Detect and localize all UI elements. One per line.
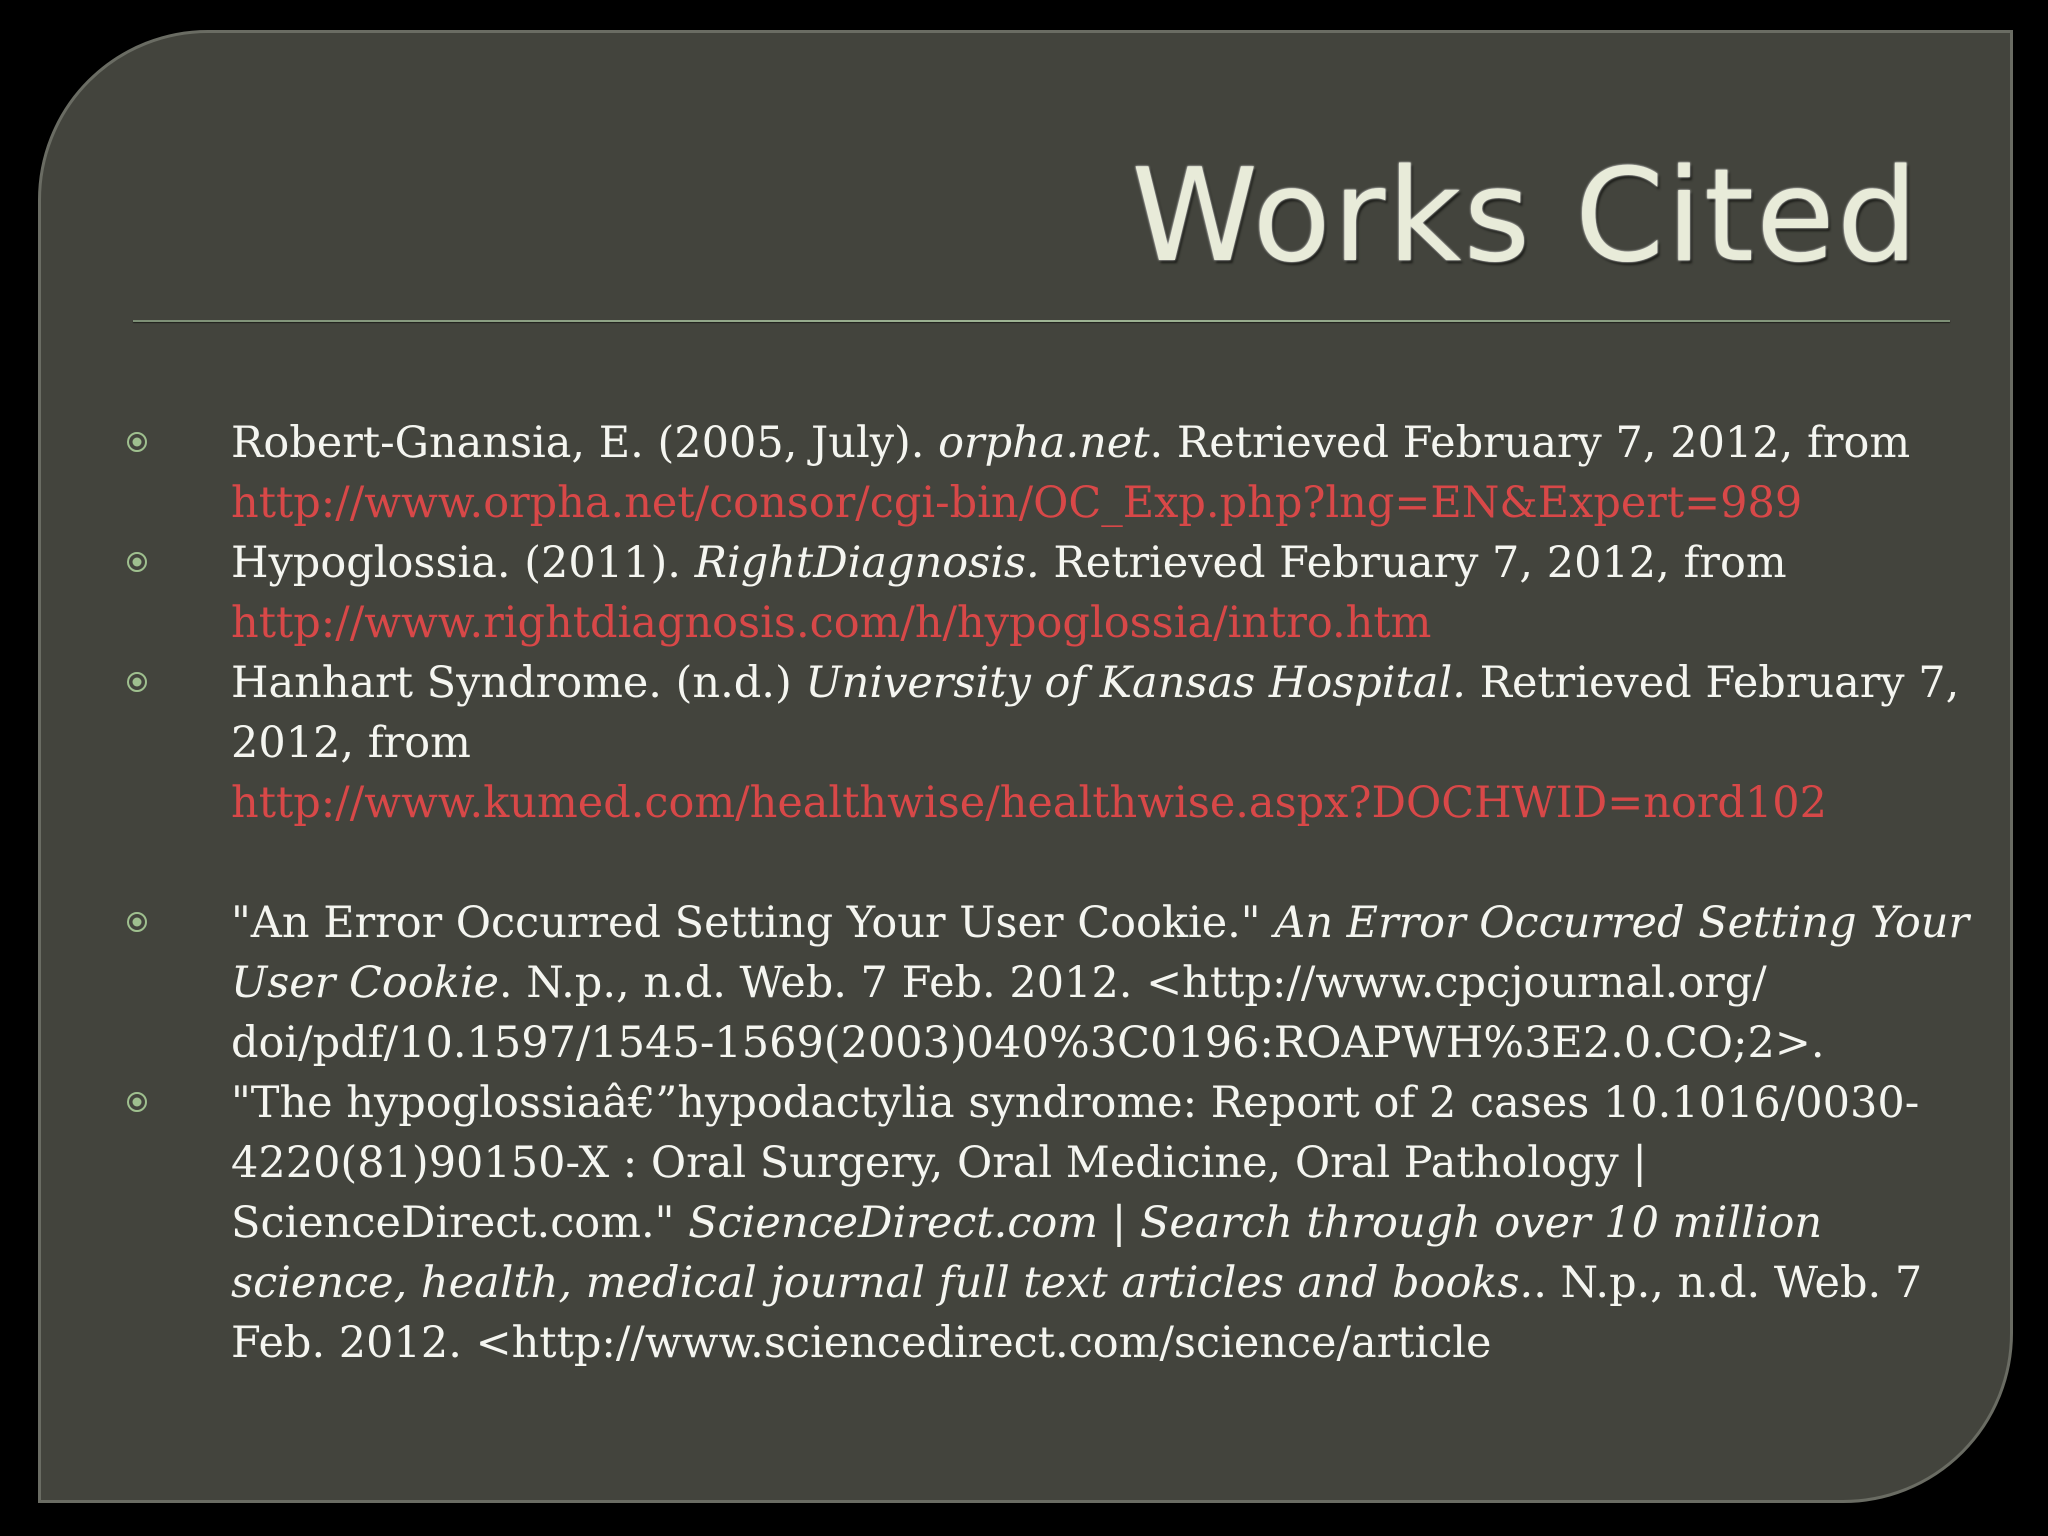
reference-link[interactable]: http://www.orpha.net/consor/cgi-bin/OC_Exp.php?lng=EN&Expert=989: [231, 478, 1803, 528]
slide: [38, 30, 2013, 1503]
circle-bullet-icon: [126, 911, 148, 933]
reference-item: [126, 1073, 1971, 1373]
reference-source-title: University of Kansas Hospital.: [805, 658, 1466, 708]
title-divider: [133, 320, 1950, 322]
reference-citation: [231, 1073, 1971, 1373]
reference-text: Hypoglossia. (2011).: [231, 538, 695, 588]
reference-text: . N.p., n.d. Web. 7 Feb. 2012. <http://www.sciencedirect.com/science/article: [231, 1258, 1923, 1368]
reference-text: Robert-Gnansia, E. (2005, July).: [231, 418, 939, 468]
circle-bullet-icon: [126, 1091, 148, 1113]
reference-source-title: orpha.net: [938, 418, 1150, 468]
reference-citation: [231, 893, 1971, 1073]
works-cited-list: [126, 413, 1971, 1443]
reference-citation: [231, 653, 1971, 773]
reference-text: "The hypoglossiaâ€”hypodactylia syndrome: Report of 2 cases 10.1016/0030-4220(81)90150-X : Oral Surgery, Oral Medicine, Oral Pathology | ScienceDirect.com.": [231, 1078, 1920, 1248]
reference-link[interactable]: http://www.kumed.com/healthwise/healthwise.aspx?DOCHWID=nord102: [231, 778, 1828, 828]
reference-text: Retrieved February 7, 2012, from: [1039, 538, 1787, 588]
reference-text: Hanhart Syndrome. (n.d.): [231, 658, 806, 708]
reference-item: [126, 653, 1971, 833]
slide-title: Works Cited: [1131, 142, 1920, 291]
reference-source-title: An Error Occurred Setting Your User Cookie: [231, 898, 1970, 1008]
reference-citation: [231, 533, 1971, 593]
reference-citation: [231, 413, 1971, 473]
circle-bullet-icon: [126, 671, 148, 693]
reference-text: . N.p., n.d. Web. 7 Feb. 2012. <http://www.cpcjournal.org/ doi/pdf/10.1597/1545-1569(2003)040%3C0196:ROAPWH%3E2.0.CO;2>.: [231, 958, 1825, 1068]
circle-bullet-icon: [126, 551, 148, 573]
reference-source-title: RightDiagnosis.: [694, 538, 1040, 588]
reference-text: . Retrieved February 7, 2012, from: [1149, 418, 1911, 468]
reference-link[interactable]: http://www.rightdiagnosis.com/h/hypoglossia/intro.htm: [231, 598, 1432, 648]
circle-bullet-icon: [126, 431, 148, 453]
reference-source-title: ScienceDirect.com | Search through over 10 million science, health, medical journal full text articles and books.: [231, 1198, 1823, 1308]
reference-item: [126, 893, 1971, 1073]
reference-item: [126, 533, 1971, 653]
reference-text: Retrieved February 7, 2012, from: [231, 658, 1960, 768]
reference-text: "An Error Occurred Setting Your User Cookie.": [231, 898, 1275, 948]
reference-item: [126, 413, 1971, 533]
